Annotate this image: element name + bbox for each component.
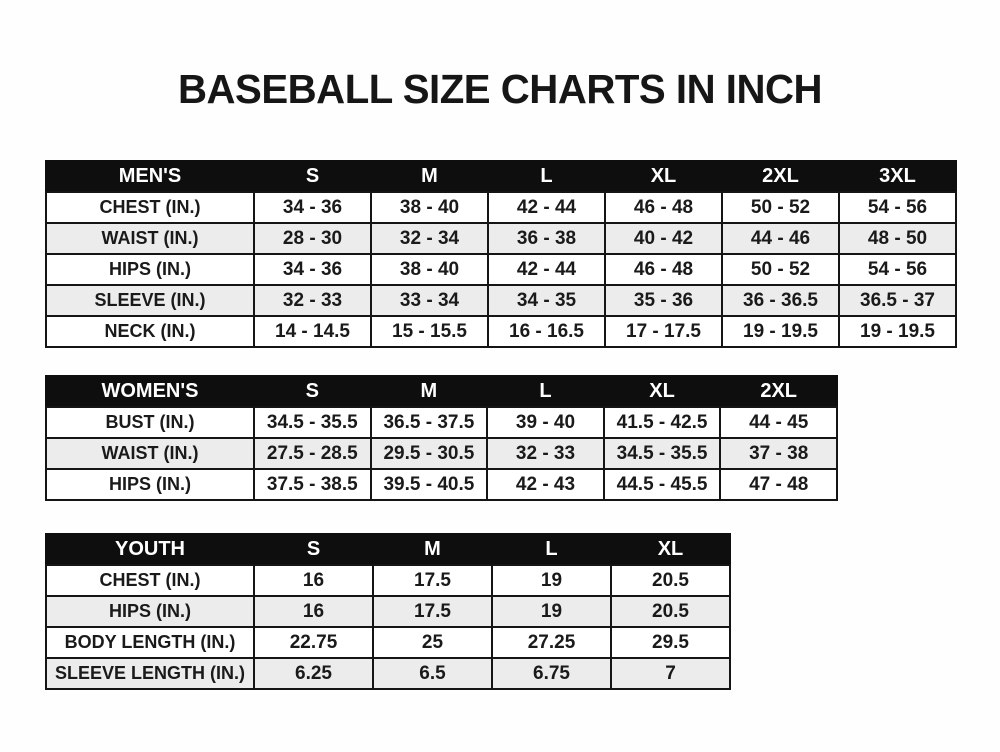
size-value-cell: 16 [254,565,373,596]
size-value-cell: 32 - 33 [254,285,371,316]
youth-measurement-row [46,596,730,627]
size-value-cell: 35 - 36 [605,285,722,316]
mens-size-header-cell-l: L [488,161,605,192]
measurement-label-cell: BODY LENGTH (IN.) [46,627,254,658]
size-value-cell: 36 - 38 [488,223,605,254]
measurement-label-cell: NECK (IN.) [46,316,254,347]
womens-header-row [46,376,837,407]
page-title: BASEBALL SIZE CHARTS IN INCH [177,66,823,112]
size-value-cell: 16 [254,596,373,627]
size-value-cell: 6.25 [254,658,373,689]
size-value-cell: 42 - 44 [488,192,605,223]
size-value-cell: 54 - 56 [839,192,956,223]
mens-measurement-row [46,254,956,285]
size-value-cell: 19 [492,565,611,596]
size-value-cell: 20.5 [611,565,730,596]
womens-measurement-row [46,407,837,438]
size-value-cell: 39 - 40 [487,407,604,438]
size-value-cell: 32 - 34 [371,223,488,254]
size-value-cell: 29.5 [611,627,730,658]
size-value-cell: 36.5 - 37.5 [371,407,488,438]
size-value-cell: 46 - 48 [605,192,722,223]
size-value-cell: 36 - 36.5 [722,285,839,316]
womens-size-header-cell-m: M [371,376,488,407]
size-value-cell: 37.5 - 38.5 [254,469,371,500]
size-value-cell: 40 - 42 [605,223,722,254]
youth-size-header-cell-m: M [373,534,492,565]
mens-measurement-row [46,285,956,316]
size-value-cell: 47 - 48 [720,469,837,500]
measurement-label-cell: SLEEVE (IN.) [46,285,254,316]
mens-size-header-cell-2xl: 2XL [722,161,839,192]
womens-size-chart-table [45,375,838,501]
mens-size-header-cell-m: M [371,161,488,192]
youth-size-header-cell-l: L [492,534,611,565]
size-value-cell: 7 [611,658,730,689]
womens-size-header-cell-2xl: 2XL [720,376,837,407]
mens-measurement-row [46,316,956,347]
size-value-cell: 25 [373,627,492,658]
mens-size-chart-table [45,160,957,348]
youth-size-chart-table [45,533,731,690]
measurement-label-cell: WAIST (IN.) [46,223,254,254]
measurement-label-cell: CHEST (IN.) [46,565,254,596]
size-value-cell: 6.75 [492,658,611,689]
mens-size-header-cell-s: S [254,161,371,192]
size-value-cell: 27.25 [492,627,611,658]
youth-table-title-cell: YOUTH [46,534,254,565]
size-value-cell: 19 - 19.5 [839,316,956,347]
size-value-cell: 48 - 50 [839,223,956,254]
size-value-cell: 50 - 52 [722,192,839,223]
size-value-cell: 42 - 43 [487,469,604,500]
youth-size-header-cell-xl: XL [611,534,730,565]
size-value-cell: 33 - 34 [371,285,488,316]
womens-measurement-row [46,438,837,469]
youth-header-row [46,534,730,565]
measurement-label-cell: HIPS (IN.) [46,469,254,500]
size-value-cell: 34 - 36 [254,254,371,285]
size-value-cell: 20.5 [611,596,730,627]
womens-size-header-cell-s: S [254,376,371,407]
measurement-label-cell: WAIST (IN.) [46,438,254,469]
youth-size-header-cell-s: S [254,534,373,565]
size-value-cell: 28 - 30 [254,223,371,254]
size-value-cell: 37 - 38 [720,438,837,469]
size-value-cell: 41.5 - 42.5 [604,407,721,438]
size-value-cell: 38 - 40 [371,192,488,223]
size-charts-container [45,160,1000,690]
measurement-label-cell: HIPS (IN.) [46,254,254,285]
size-value-cell: 34.5 - 35.5 [254,407,371,438]
youth-measurement-row [46,565,730,596]
womens-size-header-cell-l: L [487,376,604,407]
size-value-cell: 17.5 [373,596,492,627]
size-value-cell: 32 - 33 [487,438,604,469]
youth-measurement-row [46,658,730,689]
size-value-cell: 44 - 45 [720,407,837,438]
mens-size-header-cell-3xl: 3XL [839,161,956,192]
mens-measurement-row [46,223,956,254]
mens-size-header-cell-xl: XL [605,161,722,192]
size-value-cell: 50 - 52 [722,254,839,285]
mens-measurement-row [46,192,956,223]
size-value-cell: 54 - 56 [839,254,956,285]
size-value-cell: 17.5 [373,565,492,596]
measurement-label-cell: SLEEVE LENGTH (IN.) [46,658,254,689]
size-value-cell: 15 - 15.5 [371,316,488,347]
measurement-label-cell: HIPS (IN.) [46,596,254,627]
size-value-cell: 38 - 40 [371,254,488,285]
size-value-cell: 36.5 - 37 [839,285,956,316]
size-value-cell: 16 - 16.5 [488,316,605,347]
size-value-cell: 42 - 44 [488,254,605,285]
size-value-cell: 29.5 - 30.5 [371,438,488,469]
measurement-label-cell: CHEST (IN.) [46,192,254,223]
youth-measurement-row [46,627,730,658]
mens-header-row [46,161,956,192]
womens-size-header-cell-xl: XL [604,376,721,407]
size-value-cell: 46 - 48 [605,254,722,285]
size-value-cell: 34 - 36 [254,192,371,223]
size-value-cell: 39.5 - 40.5 [371,469,488,500]
size-value-cell: 22.75 [254,627,373,658]
womens-measurement-row [46,469,837,500]
size-value-cell: 17 - 17.5 [605,316,722,347]
measurement-label-cell: BUST (IN.) [46,407,254,438]
size-value-cell: 34.5 - 35.5 [604,438,721,469]
womens-table-title-cell: WOMEN'S [46,376,254,407]
size-value-cell: 14 - 14.5 [254,316,371,347]
size-value-cell: 44 - 46 [722,223,839,254]
size-value-cell: 19 [492,596,611,627]
size-value-cell: 34 - 35 [488,285,605,316]
mens-table-title-cell: MEN'S [46,161,254,192]
size-value-cell: 44.5 - 45.5 [604,469,721,500]
size-value-cell: 27.5 - 28.5 [254,438,371,469]
size-value-cell: 6.5 [373,658,492,689]
size-value-cell: 19 - 19.5 [722,316,839,347]
